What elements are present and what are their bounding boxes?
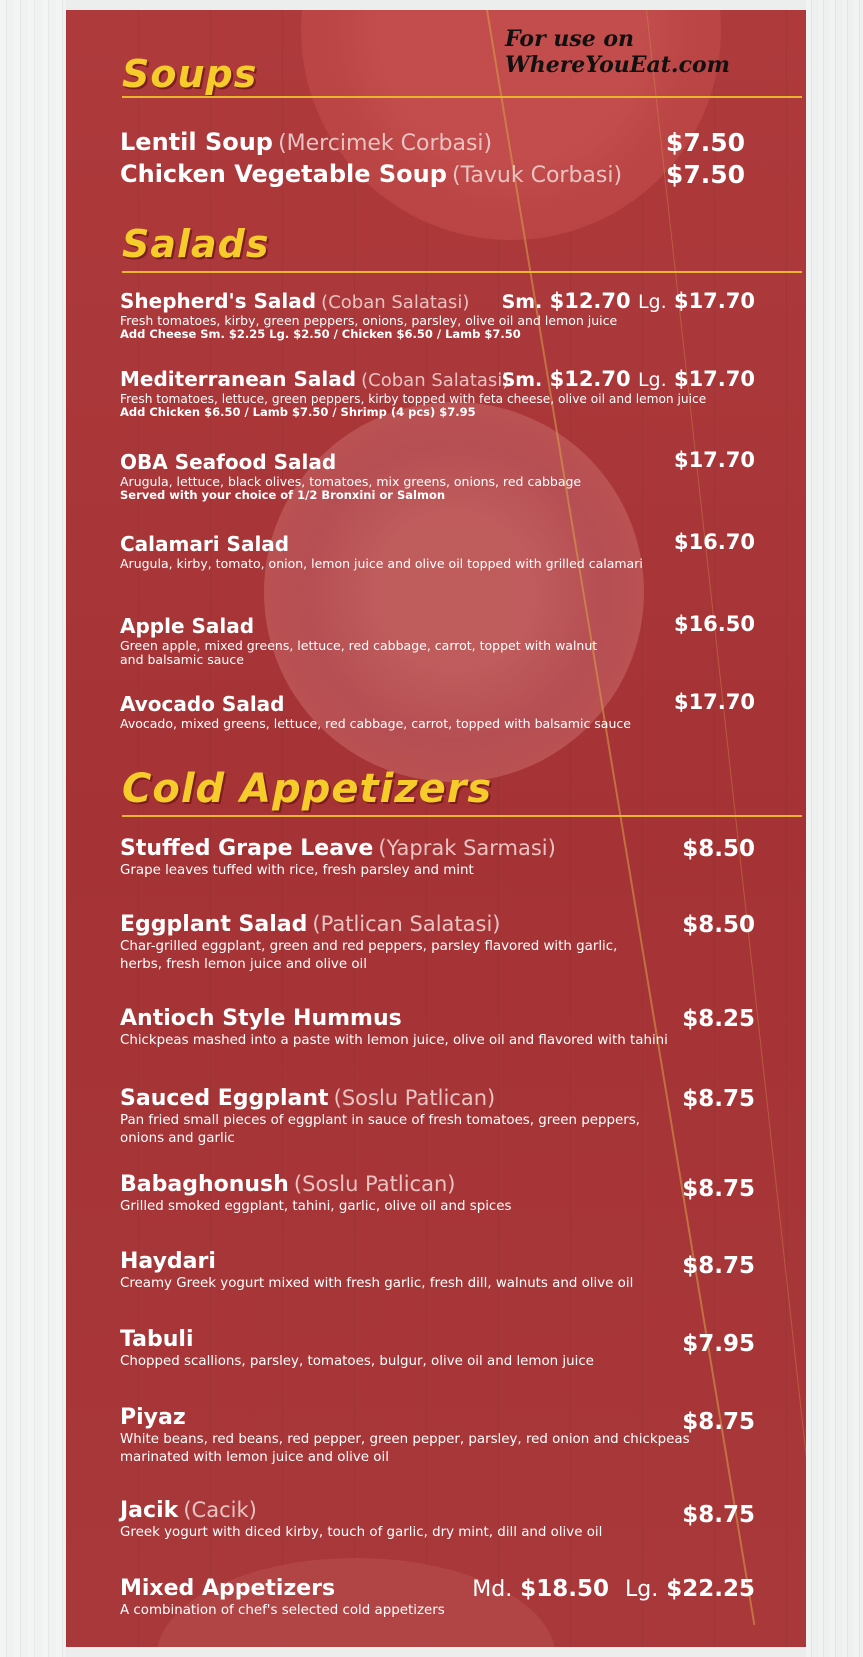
menu-item: [120, 1498, 755, 1541]
menu-item: [120, 912, 755, 973]
item-alt-name: (Tavuk Corbasi): [452, 163, 623, 188]
item-name: Lentil Soup: [120, 128, 273, 156]
item-description: White beans, red beans, red pepper, green pepper, parsley, red onion and chickpeas: [120, 1432, 690, 1447]
item-description-line-2: herbs, fresh lemon juice and olive oil: [120, 957, 367, 972]
menu-item: [120, 692, 755, 731]
item-description: Arugula, lettuce, black olives, tomatoes, mix greens, onions, red cabbage: [120, 474, 582, 489]
item-name: Babaghonush: [120, 1172, 289, 1197]
item-description: Creamy Greek yogurt mixed with fresh garlic, fresh dill, walnuts and olive oil: [120, 1276, 634, 1291]
fold-line-2: [646, 10, 806, 1637]
item-description: Avocado, mixed greens, lettuce, red cabbage, carrot, topped with balsamic sauce: [120, 716, 631, 731]
wood-background-left: [0, 0, 66, 1657]
menu-item: [120, 367, 755, 419]
item-alt-name: (Soslu Patlican): [333, 1086, 496, 1110]
item-description: Greek yogurt with diced kirby, touch of garlic, dry mint, dill and olive oil: [120, 1525, 603, 1540]
item-name: Mixed Appetizers: [120, 1576, 336, 1601]
item-name: Mediterranean Salad: [120, 367, 357, 391]
item-name: Apple Salad: [120, 614, 255, 638]
item-price-sizes: Md. $18.50 Lg. $22.25: [472, 1576, 755, 1602]
item-price: $8.75: [682, 1502, 755, 1528]
section-rule: [122, 271, 802, 273]
menu-item: [120, 1576, 755, 1619]
item-name: Calamari Salad: [120, 532, 290, 556]
item-name: Piyaz: [120, 1405, 186, 1430]
item-price: $17.70: [673, 448, 755, 472]
menu-item: [120, 1006, 755, 1049]
item-price: $16.50: [673, 612, 755, 636]
menu-item: [120, 836, 755, 879]
item-price: $8.75: [682, 1253, 755, 1279]
item-description: Grape leaves tuffed with rice, fresh parsley and mint: [120, 863, 474, 878]
section-rule: [122, 815, 802, 817]
item-price: $7.50: [665, 160, 745, 189]
menu-item: [120, 532, 755, 571]
section-title-soups: Soups: [122, 52, 258, 96]
item-description: Green apple, mixed greens, lettuce, red cabbage, carrot, toppet with walnut: [120, 638, 598, 653]
wood-background-right: [806, 0, 863, 1657]
item-description: Grilled smoked eggplant, tahini, garlic, olive oil and spices: [120, 1199, 512, 1214]
item-description: Char-grilled eggplant, green and red peppers, parsley flavored with garlic,: [120, 939, 618, 954]
item-description: Fresh tomatoes, lettuce, green peppers, kirby topped with feta cheese, olive oil and lemon juice: [120, 392, 707, 406]
item-alt-name: (Coban Salatasi): [361, 370, 510, 391]
watermark: For use on WhereYouEat.com: [505, 26, 730, 78]
item-price: $8.75: [682, 1086, 755, 1112]
menu-item: [120, 1086, 755, 1147]
item-description-line-2: onions and garlic: [120, 1131, 235, 1146]
item-name: Chicken Vegetable Soup: [120, 160, 447, 188]
item-price: $8.75: [682, 1176, 755, 1202]
item-description: Chickpeas mashed into a paste with lemon juice, olive oil and flavored with tahini: [120, 1033, 668, 1048]
item-description-line-2: marinated with lemon juice and olive oil: [120, 1450, 389, 1465]
item-price: $7.95: [682, 1331, 755, 1357]
item-addons: Add Cheese Sm. $2.25 Lg. $2.50 / Chicken $6.50 / Lamb $7.50: [120, 327, 521, 341]
menu-item: [120, 160, 745, 188]
item-alt-name: (Yaprak Sarmasi): [378, 836, 556, 860]
item-name: Tabuli: [120, 1327, 194, 1352]
item-name: Antioch Style Hummus: [120, 1006, 402, 1031]
section-rule: [122, 96, 802, 98]
menu-item: [120, 289, 755, 341]
item-name: Haydari: [120, 1249, 216, 1274]
item-price: $8.25: [682, 1006, 755, 1032]
item-alt-name: (Coban Salatasi): [321, 292, 470, 313]
item-description: Chopped scallions, parsley, tomatoes, bulgur, olive oil and lemon juice: [120, 1354, 594, 1369]
item-description: Pan fried small pieces of eggplant in sauce of fresh tomatoes, green peppers,: [120, 1113, 640, 1128]
item-name: Eggplant Salad: [120, 912, 308, 937]
item-price: $17.70: [673, 690, 755, 714]
item-alt-name: (Soslu Patlican): [293, 1172, 456, 1196]
menu-item: [120, 450, 755, 502]
item-name: Jacik: [120, 1498, 179, 1523]
item-name: Avocado Salad: [120, 692, 285, 716]
item-description: Fresh tomatoes, kirby, green peppers, onions, parsley, olive oil and lemon juice: [120, 313, 618, 328]
item-addons: Add Chicken $6.50 / Lamb $7.50 / Shrimp (4 pcs) $7.95: [120, 405, 476, 419]
item-alt-name: (Cacik): [183, 1498, 257, 1522]
item-note: Served with your choice of 1/2 Bronxini or Salmon: [120, 488, 446, 502]
fold-line: [486, 10, 755, 1625]
item-price: $8.50: [682, 912, 755, 938]
menu-item: [120, 1327, 755, 1370]
item-name: Stuffed Grape Leave: [120, 836, 374, 861]
menu-item: [120, 614, 755, 667]
item-price-sizes: Sm. $12.70 Lg. $17.70: [501, 289, 755, 313]
menu-item: [120, 128, 745, 156]
item-description-line-2: and balsamic sauce: [120, 652, 244, 667]
item-price: $7.50: [665, 128, 745, 157]
item-price: $16.70: [673, 530, 755, 554]
item-name: Shepherd's Salad: [120, 289, 317, 313]
item-price: $8.75: [682, 1409, 755, 1435]
item-description: A combination of chef's selected cold appetizers: [120, 1603, 445, 1618]
item-price: $8.50: [682, 836, 755, 862]
menu-item: [120, 1249, 755, 1292]
menu-item: [120, 1172, 755, 1215]
item-name: Sauced Eggplant: [120, 1086, 329, 1111]
item-name: OBA Seafood Salad: [120, 450, 337, 474]
menu-item: [120, 1405, 755, 1466]
section-title-salads: Salads: [122, 222, 270, 266]
item-description: Arugula, kirby, tomato, onion, lemon juice and olive oil topped with grilled calamari: [120, 556, 643, 571]
item-price-sizes: Sm. $12.70 Lg. $17.70: [501, 367, 755, 391]
section-title-cold-appetizers: Cold Appetizers: [122, 766, 493, 812]
item-alt-name: (Mercimek Corbasi): [278, 131, 493, 156]
item-alt-name: (Patlican Salatasi): [312, 912, 501, 936]
